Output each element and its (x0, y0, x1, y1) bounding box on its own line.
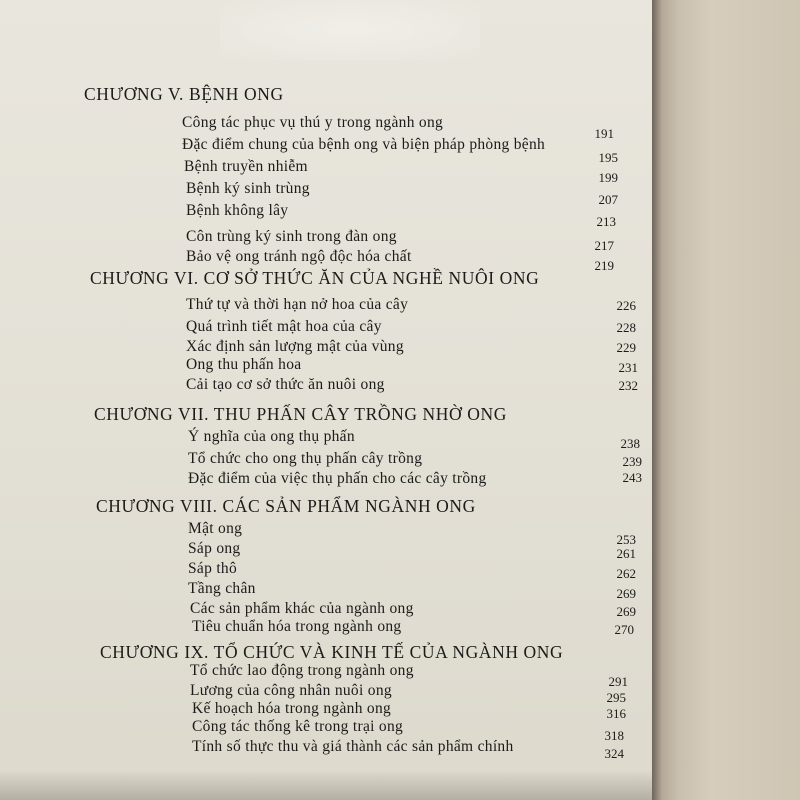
toc-entry (186, 338, 636, 358)
entry-page: 253 (616, 532, 636, 547)
toc-entry (188, 470, 642, 490)
entry-page: 270 (614, 622, 634, 637)
chapter-heading: CHƯƠNG VI. CƠ SỞ THỨC ĂN CỦA NGHỀ NUÔI ONG (90, 268, 540, 288)
toc-entry (188, 540, 636, 560)
toc-entry (190, 682, 630, 705)
chapter-heading: CHƯƠNG VII. THU PHẤN CÂY TRỒNG NHỜ ONG (94, 404, 507, 424)
entry-page: 228 (616, 320, 636, 335)
toc-entry (186, 356, 638, 376)
entry-page: 316 (606, 706, 626, 721)
toc-entry (190, 662, 630, 689)
entry-title: Đặc điểm chung của bệnh ong và biện pháp phòng bệnh (182, 136, 546, 153)
toc-entry (186, 202, 618, 229)
entry-title: Bảo vệ ong tránh ngộ độc hóa chất (186, 248, 412, 265)
entry-page: 269 (616, 604, 636, 619)
toc-entry (188, 450, 642, 470)
entry-title: Tầng chân (188, 580, 256, 597)
entry-title: Thứ tự và thời hạn nở hoa của cây (186, 296, 409, 313)
toc-entry (190, 600, 636, 620)
entry-title: Tổ chức cho ong thụ phấn cây trồng (188, 450, 423, 467)
entry-page: 232 (618, 378, 638, 393)
entry-title: Bệnh không lây (186, 202, 289, 219)
entry-title: Công tác thống kê trong trại ong (192, 718, 404, 735)
entry-page: 219 (594, 258, 614, 273)
entry-page: 207 (598, 192, 618, 207)
entry-title: Tổ chức lao động trong ngành ong (190, 662, 414, 679)
toc-entry (186, 248, 614, 273)
toc-entry (192, 618, 636, 638)
toc-entry (188, 580, 636, 600)
chapter-heading: CHƯƠNG V. BỆNH ONG (84, 84, 284, 104)
entry-page: 238 (620, 436, 640, 451)
toc-entry (192, 738, 626, 761)
entry-page: 226 (616, 298, 636, 313)
entry-page: 318 (604, 728, 624, 743)
entry-page: 199 (598, 170, 618, 185)
entry-title: Lương của công nhân nuôi ong (190, 682, 392, 699)
entry-page: 239 (622, 454, 642, 469)
entry-page: 195 (598, 150, 618, 165)
entry-title: Sáp thô (188, 560, 238, 577)
toc-entry (186, 296, 636, 316)
entry-title: Sáp ong (188, 540, 241, 557)
toc-entry (192, 700, 628, 720)
toc-entry (188, 428, 640, 451)
toc-entry (182, 136, 618, 165)
entry-title: Quá trình tiết mật hoa của cây (186, 318, 382, 335)
toc-entry (188, 520, 636, 547)
entry-page: 231 (618, 360, 638, 375)
entry-title: Xác định sản lượng mật của vùng (186, 338, 404, 355)
entry-page: 229 (616, 340, 636, 355)
entry-title: Công tác phục vụ thú y trong ngành ong (182, 114, 444, 131)
toc-entry (182, 114, 614, 141)
entry-page: 269 (616, 586, 636, 601)
toc-entry (186, 376, 638, 396)
entry-page: 324 (604, 746, 624, 761)
toc-entry (188, 560, 636, 580)
entry-title: Ong thu phấn hoa (186, 356, 302, 373)
entry-page: 217 (594, 238, 614, 253)
entry-title: Tiêu chuẩn hóa trong ngành ong (192, 618, 402, 635)
entry-page: 191 (594, 126, 614, 141)
entry-page: 262 (616, 566, 636, 581)
page-bottom-shadow (0, 770, 652, 800)
entry-page: 261 (616, 546, 636, 561)
entry-page: 213 (596, 214, 616, 229)
next-page-edge (652, 0, 800, 800)
entry-title: Đặc điểm của việc thụ phấn cho các cây trồng (188, 470, 487, 487)
toc-entry (186, 318, 636, 338)
entry-title: Côn trùng ký sinh trong đàn ong (186, 228, 397, 245)
entry-title: Kế hoạch hóa trong ngành ong (192, 700, 392, 717)
entry-title: Tính số thực thu và giá thành các sản phẩm chính (192, 738, 514, 755)
toc-entry (186, 228, 614, 253)
entry-title: Bệnh ký sinh trùng (186, 180, 310, 197)
entry-title: Ý nghĩa của ong thụ phấn (188, 428, 355, 445)
entry-title: Mật ong (188, 520, 243, 537)
entry-page: 295 (606, 690, 626, 705)
toc-entry (186, 180, 618, 207)
entry-title: Các sản phẩm khác của ngành ong (190, 600, 414, 617)
toc-entry (192, 718, 626, 743)
entry-title: Cải tạo cơ sở thức ăn nuôi ong (186, 376, 385, 393)
entry-title: Bệnh truyền nhiễm (184, 158, 308, 175)
chapter-heading: CHƯƠNG IX. TỔ CHỨC VÀ KINH TẾ CỦA NGÀNH ONG (100, 642, 564, 662)
toc-entry (184, 158, 618, 185)
entry-page: 243 (622, 470, 642, 485)
entry-page: 291 (608, 674, 628, 689)
chapter-heading: CHƯƠNG VIII. CÁC SẢN PHẨM NGÀNH ONG (96, 496, 476, 516)
